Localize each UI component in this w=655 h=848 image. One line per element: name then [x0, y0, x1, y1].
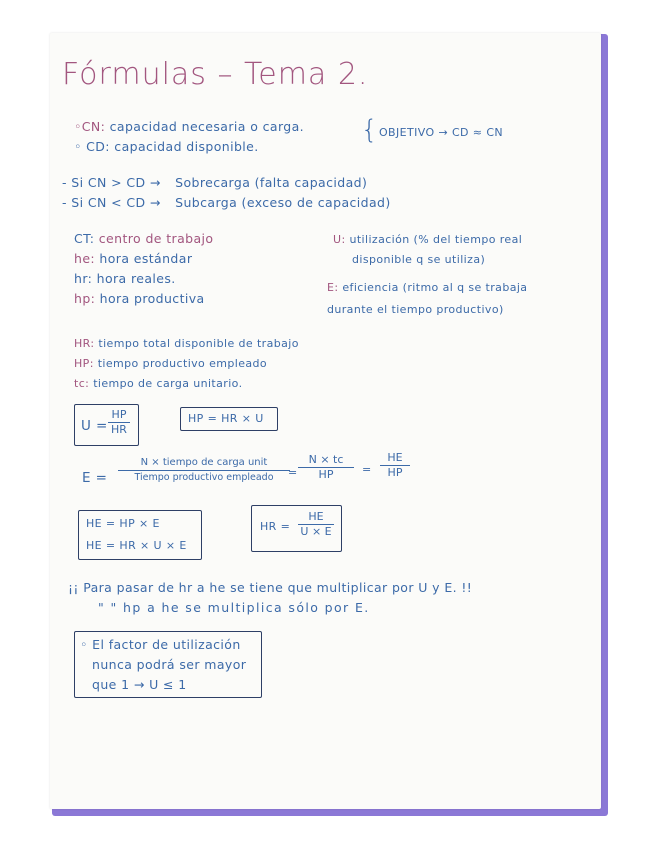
formula-he-line1: HE = HP × E [86, 517, 160, 530]
formula-hr-den: U × E [300, 525, 332, 538]
formula-e-den3: HP [387, 466, 403, 479]
overload-lead: - Si CN > CD → [62, 175, 161, 190]
notebook-page [50, 33, 601, 809]
time-hp-abbr: HP: [74, 357, 94, 370]
underload-line [62, 195, 391, 210]
definition-cd [74, 139, 259, 154]
underload-text: Subcarga (exceso de capacidad) [175, 195, 391, 210]
term-ct-abbr: CT: [74, 231, 95, 246]
term-he-text: hora estándar [99, 251, 193, 266]
overload-text: Sobrecarga (falta capacidad) [175, 175, 368, 190]
term-hp [74, 291, 205, 306]
formula-hr-fraction [298, 510, 334, 539]
time-tc-text: tiempo de carga unitario. [93, 377, 243, 390]
formula-e-den1: Tiempo productivo empleado [134, 472, 274, 483]
formula-e-eq2: = [362, 463, 372, 476]
formula-he-line2: HE = HR × U × E [86, 539, 187, 552]
term-hp-text: hora productiva [99, 291, 205, 306]
term-hr [74, 271, 176, 286]
formula-e-fraction-2 [298, 453, 354, 482]
term-u-line2: disponible q se utiliza) [352, 253, 486, 266]
cd-text: capacidad disponible. [114, 139, 259, 154]
formula-e-den2: HP [318, 468, 334, 481]
term-u-line1: utilización (% del tiempo real [349, 233, 523, 246]
term-he [74, 251, 192, 266]
term-he-abbr: he: [74, 251, 96, 266]
formula-e-fraction-3 [380, 451, 410, 480]
cn-abbr: ◦CN: [74, 119, 106, 134]
brace-icon: { [361, 115, 378, 145]
time-hr-text: tiempo total disponible de trabajo [98, 337, 299, 350]
time-tc-abbr: tc: [74, 377, 90, 390]
term-hp-abbr: hp: [74, 291, 96, 306]
formula-e-fraction-1 [118, 456, 290, 485]
factor-note-line2: nunca podrá ser mayor [92, 657, 247, 672]
formula-hr-num: HE [308, 510, 324, 523]
formula-u-lhs: U = [81, 418, 108, 434]
underload-lead: - Si CN < CD → [62, 195, 161, 210]
time-hr [74, 337, 299, 350]
conversion-note-2: " " hp a he se multiplica sólo por E. [98, 600, 370, 615]
time-tc [74, 377, 243, 390]
conversion-note-1: ¡¡ Para pasar de hr a he se tiene que multiplicar por U y E. !! [68, 580, 473, 595]
formula-hp-text: HP = HR × U [188, 412, 264, 425]
term-ct-text: centro de trabajo [98, 231, 214, 246]
time-hr-abbr: HR: [74, 337, 95, 350]
formula-hr-lhs: HR = [260, 520, 291, 533]
overload-line [62, 175, 367, 190]
term-e-abbr: E: [327, 281, 339, 294]
definition-cn [74, 119, 304, 134]
term-e-line1: eficiencia (ritmo al q se trabaja [342, 281, 528, 294]
factor-note-line3: que 1 → U ≤ 1 [92, 677, 187, 692]
term-u [333, 233, 522, 246]
term-e-line2: durante el tiempo productivo) [327, 303, 504, 316]
term-e [327, 281, 527, 294]
cn-text: capacidad necesaria o carga. [109, 119, 305, 134]
formula-e-num2: N × tc [308, 453, 344, 466]
formula-e-num3: HE [387, 451, 403, 464]
page-title: Fórmulas – Tema 2. [62, 57, 369, 92]
term-ct [74, 231, 213, 246]
term-hr-abbr: hr: [74, 271, 93, 286]
formula-u-num: HP [111, 408, 127, 421]
formula-e-lhs: E = [82, 470, 108, 486]
formula-u-den: HR [111, 423, 127, 436]
cd-abbr: ◦ CD: [74, 139, 110, 154]
formula-u-fraction [108, 408, 130, 437]
term-u-abbr: U: [333, 233, 346, 246]
factor-note-line1: ◦ El factor de utilización [80, 637, 241, 652]
time-hp [74, 357, 267, 370]
formula-e-num1: N × tiempo de carga unit [140, 457, 268, 468]
time-hp-text: tiempo productivo empleado [97, 357, 268, 370]
formula-e-eq1: = [288, 466, 298, 479]
term-hr-text: hora reales. [96, 271, 176, 286]
objective-text: OBJETIVO → CD ≈ CN [379, 126, 504, 139]
